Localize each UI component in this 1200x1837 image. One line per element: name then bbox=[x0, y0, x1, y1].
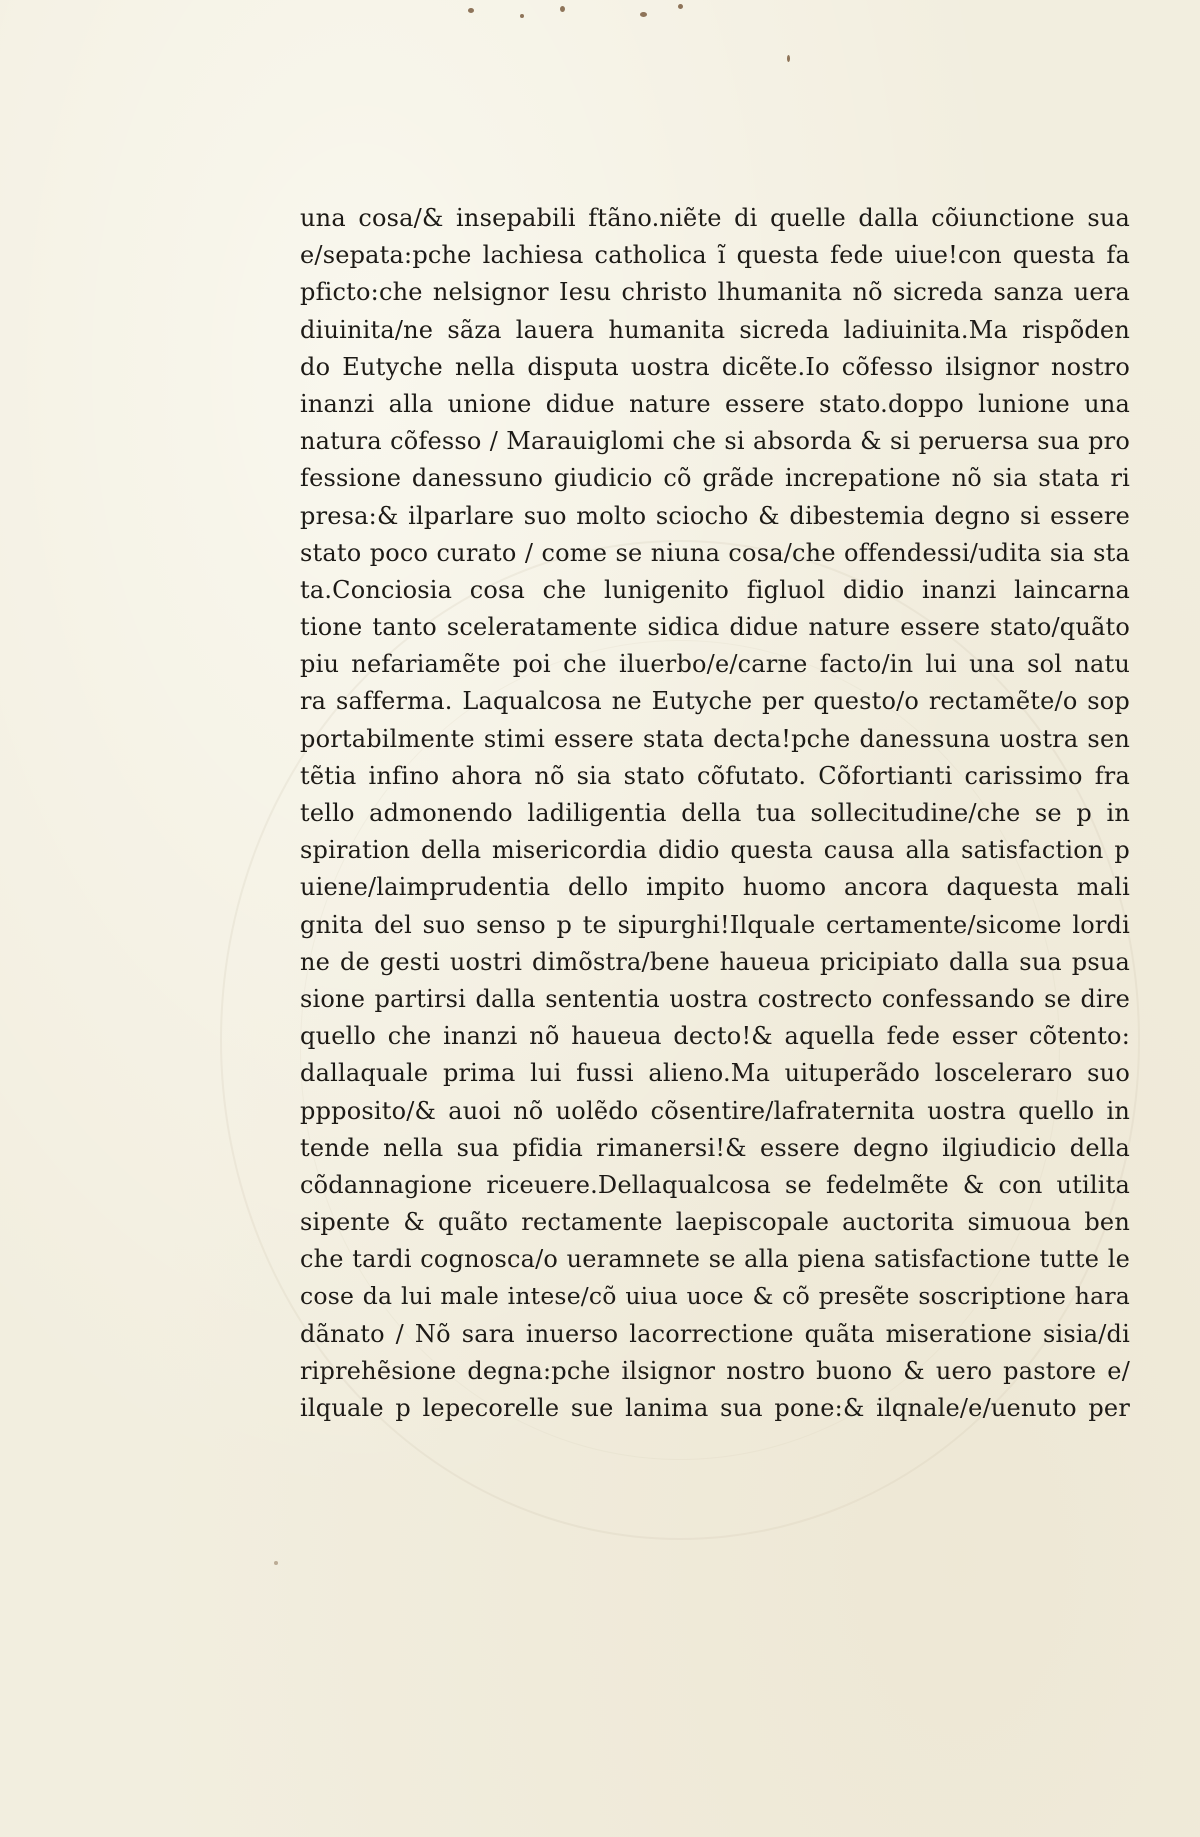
ink-speck bbox=[640, 12, 647, 17]
text-line: ilquale p lepecorelle sue lanima sua pone:& ilqnale/e/uenuto per bbox=[300, 1394, 1130, 1422]
text-line: stato poco curato / come se niuna cosa/che offendessi/udita sia sta bbox=[300, 538, 1130, 567]
text-line: uiene/laimprudentia dello impito huomo ancora daquesta mali bbox=[300, 873, 1130, 902]
ink-speck bbox=[520, 14, 524, 18]
body-text bbox=[300, 200, 1130, 1427]
text-line: ta.Conciosia cosa che lunigenito figluol didio inanzi laincarna bbox=[300, 575, 1130, 604]
text-line: cõdannagione riceuere.Dellaqualcosa se fedelmẽte & con utilita bbox=[300, 1170, 1130, 1199]
text-line: tione tanto sceleratamente sidica didue nature essere stato/quãto bbox=[300, 613, 1130, 642]
text-line: e/sepata:pche lachiesa catholica ĩ questa fede uiue!con questa fa bbox=[300, 241, 1130, 270]
text-line: piu nefariamẽte poi che iluerbo/e/carne facto/in lui una sol natu bbox=[300, 650, 1130, 679]
text-line: dãnato / Nõ sara inuerso lacorrectione quãta miseratione sisia/di bbox=[300, 1319, 1130, 1348]
ink-speck bbox=[678, 4, 683, 9]
text-line: inanzi alla unione didue nature essere stato.doppo lunione una bbox=[300, 389, 1130, 418]
ink-speck bbox=[787, 55, 790, 62]
text-line: presa:& ilparlare suo molto sciocho & dibestemia degno si essere bbox=[300, 501, 1130, 530]
text-line: ra safferma. Laqualcosa ne Eutyche per questo/o rectamẽte/o sop bbox=[300, 687, 1130, 716]
ink-speck bbox=[274, 1561, 278, 1565]
text-line: portabilmente stimi essere stata decta!pche danessuna uostra sen bbox=[300, 724, 1130, 753]
text-line: tẽtia infino ahora nõ sia stato cõfutato. Cõfortianti carissimo fra bbox=[300, 761, 1130, 790]
text-line: spiration della misericordia didio questa causa alla satisfaction p bbox=[300, 836, 1130, 865]
text-line: gnita del suo senso p te sipurghi!Ilquale certamente/sicome lordi bbox=[300, 910, 1130, 939]
text-line: diuinita/ne sãza lauera humanita sicreda ladiuinita.Ma rispõden bbox=[300, 315, 1130, 344]
text-line: ppposito/& auoi nõ uolẽdo cõsentire/lafraternita uostra quello in bbox=[300, 1096, 1130, 1125]
text-line: quello che inanzi nõ haueua decto!& aquella fede esser cõtento: bbox=[300, 1022, 1130, 1051]
text-line: tende nella sua pfidia rimanersi!& essere degno ilgiudicio della bbox=[300, 1133, 1130, 1162]
text-line: do Eutyche nella disputa uostra dicẽte.Io cõfesso ilsignor nostro bbox=[300, 352, 1130, 381]
text-line: che tardi cognosca/o ueramnete se alla piena satisfactione tutte le bbox=[300, 1245, 1130, 1274]
text-line: pficto:che nelsignor Iesu christo lhumanita nõ sicreda sanza uera bbox=[300, 278, 1130, 307]
text-line: sione partirsi dalla sententia uostra costrecto confessando se dire bbox=[300, 984, 1130, 1013]
text-line: fessione danessuno giudicio cõ grãde increpatione nõ sia stata ri bbox=[300, 464, 1130, 493]
text-line: natura cõfesso / Marauiglomi che si absorda & si peruersa sua pro bbox=[300, 427, 1130, 456]
ink-speck bbox=[560, 6, 565, 12]
text-line: dallaquale prima lui fussi alieno.Ma uituperãdo losceleraro suo bbox=[300, 1059, 1130, 1088]
text-line: tello admonendo ladiligentia della tua sollecitudine/che se p in bbox=[300, 799, 1130, 827]
text-line: ne de gesti uostri dimõstra/bene haueua pricipiato dalla sua psua bbox=[300, 947, 1130, 976]
text-line: cose da lui male intese/cõ uiua uoce & cõ presẽte soscriptione hara bbox=[300, 1282, 1130, 1311]
text-line: riprehẽsione degna:pche ilsignor nostro buono & uero pastore e/ bbox=[300, 1356, 1130, 1385]
text-line: sipente & quãto rectamente laepiscopale auctorita simuoua ben bbox=[300, 1208, 1130, 1237]
text-line: una cosa/& insepabili ftãno.niẽte di quelle dalla cõiunctione sua bbox=[300, 204, 1130, 232]
ink-speck bbox=[468, 8, 474, 13]
